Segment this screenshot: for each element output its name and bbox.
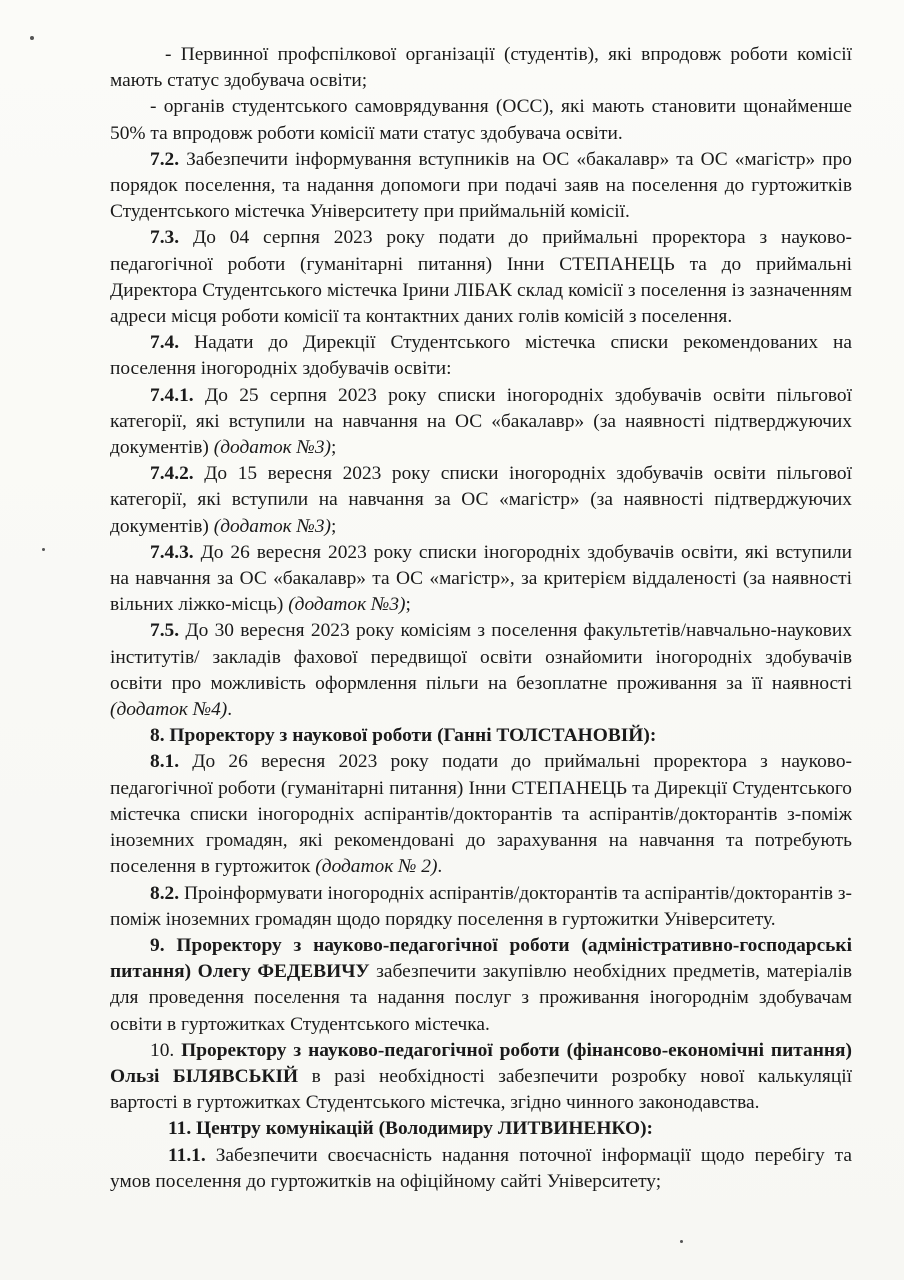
scan-speck [680,1240,683,1243]
paragraph [110,330,852,382]
appendix-ref: (додаток №3) [288,594,406,616]
clause-number: 7.2. [150,148,180,170]
paragraph-text: - органів студентського самоврядування (ОСС), які мають становити щонайменше 50% та впродовж роботи комісії мати статус здобувача освіти. [110,96,852,144]
paragraph-tail: ; [331,437,337,459]
paragraph-text: До 15 вересня 2023 року списки іногородніх здобувачів освіти пільгової категорії, які вступили на навчання за ОС «магістр» (за наявності підтверджуючих документів) [110,463,852,537]
paragraph [110,461,852,540]
appendix-ref: (додаток №3) [213,437,331,459]
appendix-ref: (додаток №4) [110,699,228,721]
paragraph [110,225,852,330]
paragraph-text: До 26 вересня 2023 року подати до приймальні проректора з науково-педагогічної роботи (гуманітарні питання) Інни СТЕПАНЕЦЬ та Дирекції Студентського містечка списки іногородніх аспірантів/докторантів та аспірантів/докторантів з-поміж іноземних громадян, які рекомендовані до зарахування на навчання та потребують поселення в гуртожиток [110,751,852,878]
bold-lead: 9. Проректору з науково-педагогічної роботи (адміністративно-господарські питання) Олегу ФЕДЕВИЧУ [110,934,852,983]
paragraph-tail: ; [405,594,411,616]
scan-speck [42,548,45,551]
paragraph [110,881,852,933]
appendix-ref: (додаток № 2) [315,856,438,878]
paragraph-text: Проінформувати іногородніх аспірантів/докторантів та аспірантів/докторантів з-поміж іноземних громадян щодо порядку поселення в гуртожитки Університету. [110,882,852,930]
paragraph-text: забезпечити закупівлю необхідних предметів, матеріалів для проведення поселення та надання послуг з проживання іногороднім здобувачам освіти в гуртожитках Студентського містечка. [110,961,853,1035]
clause-number: 7.5. [150,620,180,642]
paragraph-text: Забезпечити своєчасність надання поточної інформації щодо перебігу та умов поселення до гуртожитків на офіційному сайті Університету; [110,1144,852,1192]
section-heading [110,1116,852,1142]
paragraph-tail: . [227,699,233,721]
section-heading [110,723,852,749]
appendix-ref: (додаток №3) [213,515,331,537]
clause-number: 7.3. [150,227,180,249]
paragraph-text: Забезпечити інформування вступників на ОС «бакалавр» та ОС «магістр» про порядок поселення, та надання допомоги при подачі заяв на поселення до гуртожитків Студентського містечка Університету при приймальній комісії. [110,148,852,223]
paragraph [110,383,852,462]
paragraph-text: Надати до Дирекції Студентського містечка списки рекомендованих на поселення іногородніх здобувачів освіти: [110,332,852,380]
paragraph-text: в разі необхідності забезпечити розробку нової калькуляції вартості в гуртожитках Студентського містечка, згідно чинного законодавства. [110,1065,852,1114]
paragraph [110,749,852,880]
clause-number: 8.1. [150,751,180,773]
heading-text: 8. Проректору з наукової роботи (Ганні ТОЛСТАНОВІЙ): [150,725,657,747]
paragraph-tail: . [437,856,443,878]
paragraph [110,147,852,226]
paragraph [110,42,852,94]
heading-text: 11. Центру комунікацій (Володимиру ЛИТВИНЕНКО): [168,1118,654,1140]
paragraph [110,1038,852,1117]
paragraph-text: До 25 серпня 2023 року списки іногородніх здобувачів освіти пільгової категорії, які вступили на навчання на ОС «бакалавр» (за наявності підтверджуючих документів) [110,384,852,459]
paragraph [110,1143,852,1195]
paragraph [110,540,852,619]
bold-lead: Проректору з науково-педагогічної роботи (фінансово-економічні питання) Ользі БІЛЯВСЬКІЙ [110,1039,852,1087]
scan-speck [30,36,34,40]
clause-number: 8.2. [150,882,180,904]
clause-number: 11.1. [168,1144,206,1166]
clause-number: 7.4.2. [150,463,194,485]
paragraph-text: До 04 серпня 2023 року подати до приймальні проректора з науково-педагогічної роботи (гуманітарні питання) Інни СТЕПАНЕЦЬ та до приймальні Директора Студентського містечка Ірини ЛІБАК склад комісії з поселення із зазначенням адреси місця роботи комісії та контактних даних голів комісій з поселення. [110,227,852,328]
paragraph-text: До 30 вересня 2023 року комісіям з поселення факультетів/навчально-наукових інститутів/ закладів фахової передвищої освіти ознайомити іногородніх здобувачів освіти про можливість оформлення пільги на безоплатне проживання за її наявності [110,620,852,694]
clause-number: 7.4.3. [150,541,194,563]
clause-number: 7.4.1. [150,384,194,406]
paragraph-tail: ; [331,515,337,537]
paragraph [110,933,852,1038]
clause-number: 10. [150,1039,182,1061]
paragraph [110,618,852,723]
paragraph-text: - Первинної профспілкової організації (студентів), які впродовж роботи комісії мають статус здобувача освіти; [110,44,852,92]
paragraph-text: До 26 вересня 2023 року списки іногородніх здобувачів освіти, які вступили на навчання за ОС «бакалавр» та ОС «магістр», за критерієм віддаленості (за наявності вільних ліжко-місць) [110,541,852,616]
document-body [110,42,852,1195]
clause-number: 7.4. [150,332,180,354]
paragraph [110,94,852,146]
